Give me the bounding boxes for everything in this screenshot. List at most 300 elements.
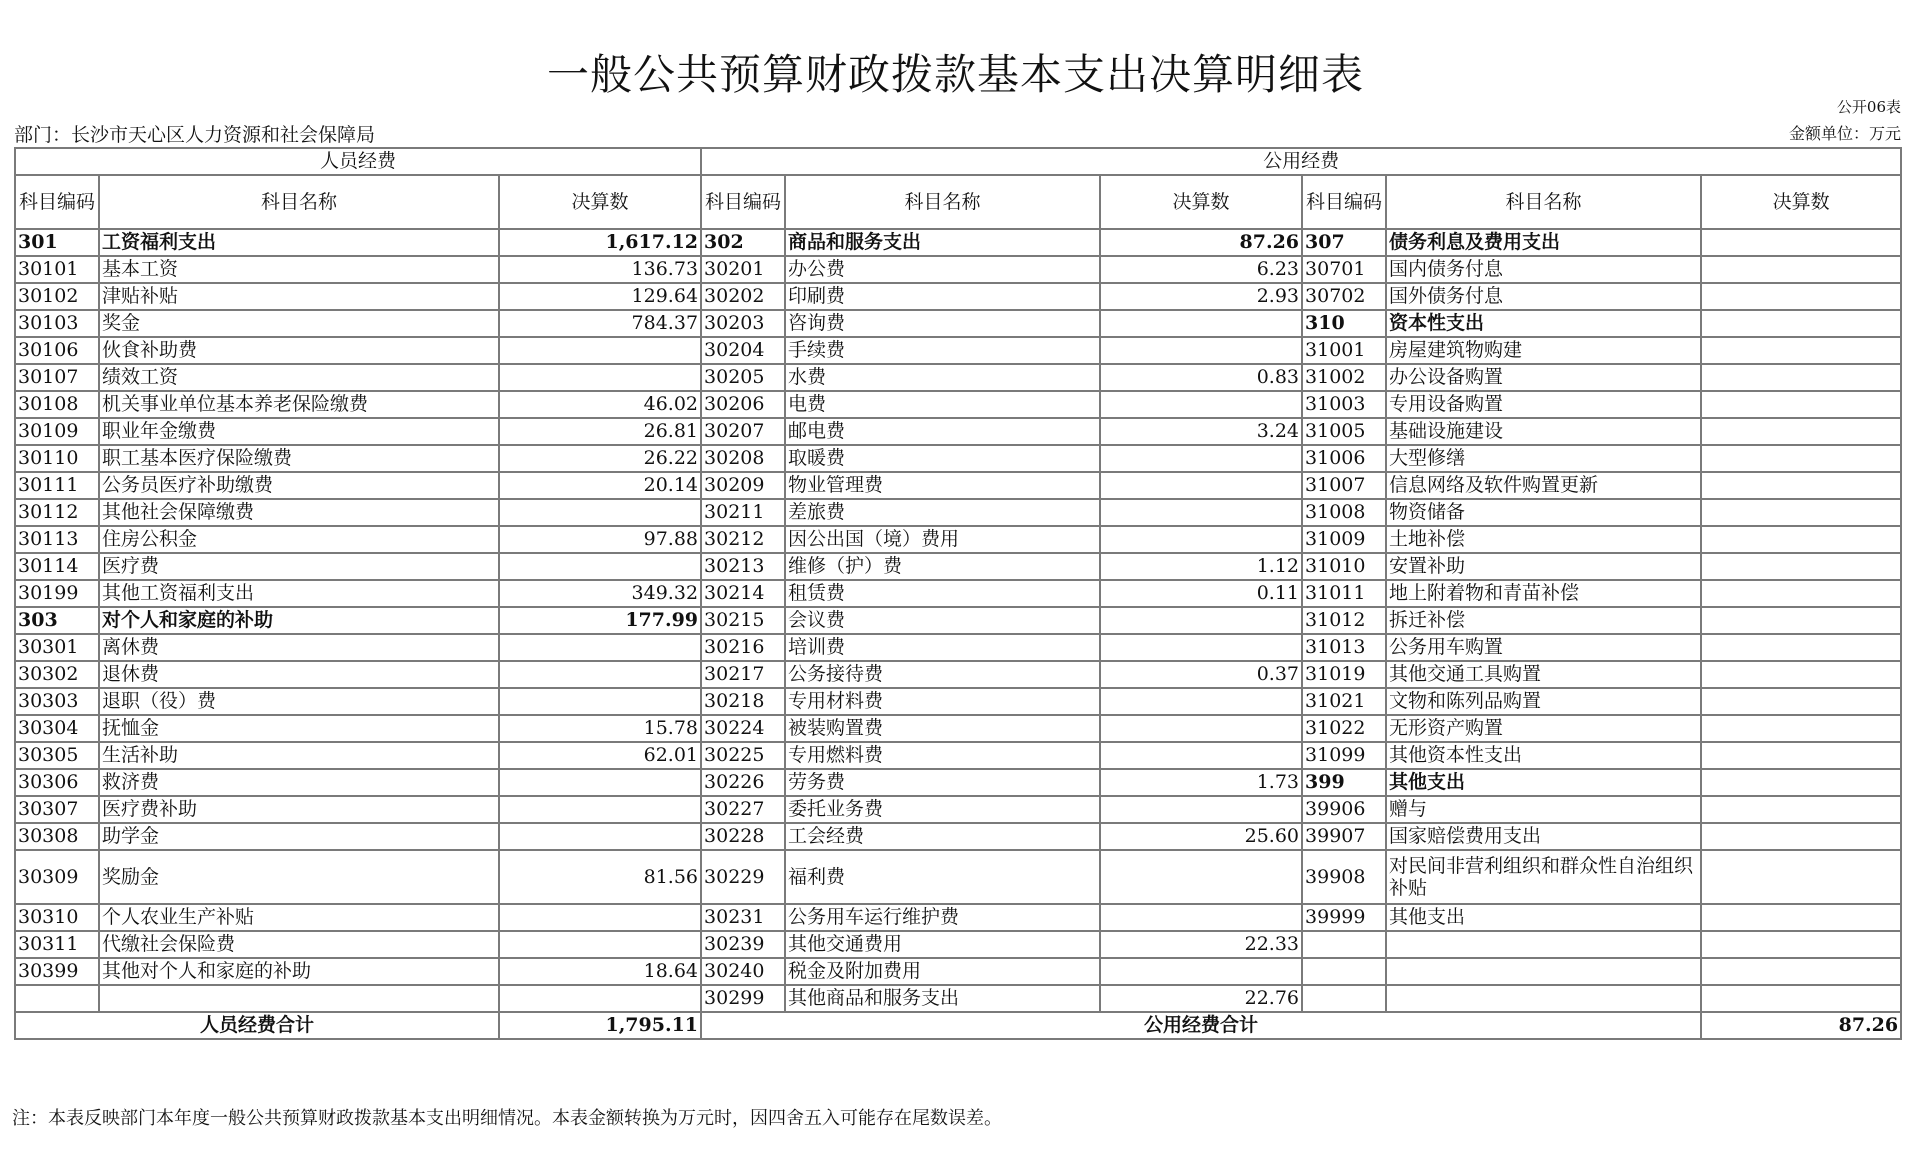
cell-code: 30214 [701, 580, 785, 607]
cell-amount: 22.33 [1100, 931, 1302, 958]
cell-name: 专用材料费 [785, 688, 1100, 715]
cell-name: 邮电费 [785, 418, 1100, 445]
cell-code: 30207 [701, 418, 785, 445]
col-header-code: 科目编码 [701, 175, 785, 229]
cell-amount [1701, 472, 1901, 499]
cell-amount [1100, 850, 1302, 904]
cell-amount [1701, 796, 1901, 823]
cell-name: 奖金 [99, 310, 499, 337]
cell-name [1386, 985, 1701, 1012]
cell-code: 30310 [15, 904, 99, 931]
cell-name: 离休费 [99, 634, 499, 661]
cell-amount [1701, 418, 1901, 445]
cell-name: 委托业务费 [785, 796, 1100, 823]
cell-name: 赠与 [1386, 796, 1701, 823]
cell-amount: 1.12 [1100, 553, 1302, 580]
cell-amount [1701, 499, 1901, 526]
table-row [15, 823, 1901, 850]
cell-name: 水费 [785, 364, 1100, 391]
cell-amount: 20.14 [499, 472, 701, 499]
cell-code: 30229 [701, 850, 785, 904]
cell-name: 维修（护）费 [785, 553, 1100, 580]
cell-amount [1100, 634, 1302, 661]
cell-amount: 0.37 [1100, 661, 1302, 688]
cell-code: 30301 [15, 634, 99, 661]
cell-amount: 26.81 [499, 418, 701, 445]
cell-code: 31022 [1302, 715, 1386, 742]
expenditure-table [14, 147, 1902, 1040]
table-row [15, 364, 1901, 391]
cell-code: 30399 [15, 958, 99, 985]
cell-name: 基础设施建设 [1386, 418, 1701, 445]
cell-name: 取暖费 [785, 445, 1100, 472]
cell-amount [1701, 715, 1901, 742]
cell-amount: 177.99 [499, 607, 701, 634]
cell-code: 30213 [701, 553, 785, 580]
cell-code: 30302 [15, 661, 99, 688]
cell-code: 30239 [701, 931, 785, 958]
table-row [15, 580, 1901, 607]
cell-amount [499, 553, 701, 580]
cell-code: 30203 [701, 310, 785, 337]
col-header-amount: 决算数 [1701, 175, 1901, 229]
cell-code: 30225 [701, 742, 785, 769]
cell-name: 其他对个人和家庭的补助 [99, 958, 499, 985]
cell-code: 303 [15, 607, 99, 634]
amount-unit-label: 金额单位：万元 [1788, 124, 1901, 143]
cell-amount: 6.23 [1100, 256, 1302, 283]
cell-name: 津贴补贴 [99, 283, 499, 310]
table-row [15, 553, 1901, 580]
cell-code: 30206 [701, 391, 785, 418]
table-row [15, 742, 1901, 769]
public-total-value: 87.26 [1701, 1012, 1901, 1039]
cell-code: 30305 [15, 742, 99, 769]
cell-code: 30224 [701, 715, 785, 742]
cell-name: 机关事业单位基本养老保险缴费 [99, 391, 499, 418]
cell-code: 30217 [701, 661, 785, 688]
cell-code: 31001 [1302, 337, 1386, 364]
cell-amount [1701, 283, 1901, 310]
cell-code: 30299 [701, 985, 785, 1012]
cell-amount [1100, 607, 1302, 634]
totals-row [15, 1012, 1901, 1039]
cell-amount [1701, 391, 1901, 418]
cell-name: 其他交通费用 [785, 931, 1100, 958]
cell-code: 30216 [701, 634, 785, 661]
cell-code: 30308 [15, 823, 99, 850]
cell-amount: 1.73 [1100, 769, 1302, 796]
col-header-name: 科目名称 [785, 175, 1100, 229]
cell-amount [1100, 958, 1302, 985]
table-row [15, 472, 1901, 499]
footnote: 注：本表反映部门本年度一般公共预算财政拨款基本支出明细情况。本表金额转换为万元时，因四舍五入可能存在尾数误差。 [12, 1108, 1002, 1129]
cell-name: 其他交通工具购置 [1386, 661, 1701, 688]
table-row [15, 634, 1901, 661]
cell-amount [1701, 661, 1901, 688]
cell-amount [1701, 445, 1901, 472]
cell-code: 30701 [1302, 256, 1386, 283]
cell-name: 培训费 [785, 634, 1100, 661]
table-row [15, 445, 1901, 472]
cell-code: 30212 [701, 526, 785, 553]
cell-amount: 22.76 [1100, 985, 1302, 1012]
table-row [15, 499, 1901, 526]
cell-code: 31012 [1302, 607, 1386, 634]
cell-name [99, 985, 499, 1012]
cell-amount [1701, 688, 1901, 715]
cell-code: 30307 [15, 796, 99, 823]
cell-amount: 2.93 [1100, 283, 1302, 310]
cell-code: 30101 [15, 256, 99, 283]
col-header-name: 科目名称 [99, 175, 499, 229]
cell-code: 307 [1302, 229, 1386, 256]
cell-amount [1100, 526, 1302, 553]
cell-amount: 81.56 [499, 850, 701, 904]
cell-name: 劳务费 [785, 769, 1100, 796]
cell-name: 安置补助 [1386, 553, 1701, 580]
cell-name: 其他工资福利支出 [99, 580, 499, 607]
table-row [15, 850, 1901, 904]
cell-amount [1100, 715, 1302, 742]
cell-code: 310 [1302, 310, 1386, 337]
cell-name: 房屋建筑物购建 [1386, 337, 1701, 364]
cell-name: 其他支出 [1386, 904, 1701, 931]
cell-amount: 18.64 [499, 958, 701, 985]
department-label: 部门：长沙市天心区人力资源和社会保障局 [14, 124, 376, 146]
cell-amount [1701, 310, 1901, 337]
cell-amount [499, 823, 701, 850]
cell-amount [1701, 337, 1901, 364]
cell-name: 住房公积金 [99, 526, 499, 553]
cell-amount [499, 769, 701, 796]
cell-code: 30204 [701, 337, 785, 364]
cell-amount: 0.83 [1100, 364, 1302, 391]
cell-name: 医疗费补助 [99, 796, 499, 823]
cell-amount: 26.22 [499, 445, 701, 472]
cell-code: 30202 [701, 283, 785, 310]
group-personnel: 人员经费 [15, 148, 701, 175]
cell-code: 31019 [1302, 661, 1386, 688]
cell-name: 税金及附加费用 [785, 958, 1100, 985]
cell-name: 其他资本性支出 [1386, 742, 1701, 769]
cell-code: 39908 [1302, 850, 1386, 904]
page-title: 一般公共预算财政拨款基本支出决算明细表 [546, 50, 1364, 99]
cell-code: 30227 [701, 796, 785, 823]
cell-name: 咨询费 [785, 310, 1100, 337]
cell-amount [1701, 850, 1901, 904]
cell-amount [1100, 904, 1302, 931]
cell-code: 30201 [701, 256, 785, 283]
cell-amount [1100, 337, 1302, 364]
cell-amount: 0.11 [1100, 580, 1302, 607]
cell-name: 差旅费 [785, 499, 1100, 526]
cell-amount [1701, 580, 1901, 607]
table-row [15, 418, 1901, 445]
cell-name: 土地补偿 [1386, 526, 1701, 553]
cell-code: 30306 [15, 769, 99, 796]
cell-code: 39999 [1302, 904, 1386, 931]
cell-name: 其他支出 [1386, 769, 1701, 796]
cell-amount: 25.60 [1100, 823, 1302, 850]
cell-amount [499, 904, 701, 931]
cell-name: 专用燃料费 [785, 742, 1100, 769]
cell-name: 基本工资 [99, 256, 499, 283]
cell-name: 拆迁补偿 [1386, 607, 1701, 634]
cell-amount: 129.64 [499, 283, 701, 310]
cell-name: 国家赔偿费用支出 [1386, 823, 1701, 850]
cell-name: 福利费 [785, 850, 1100, 904]
table-row [15, 607, 1901, 634]
cell-name: 绩效工资 [99, 364, 499, 391]
cell-amount: 3.24 [1100, 418, 1302, 445]
cell-amount [499, 634, 701, 661]
cell-name: 物业管理费 [785, 472, 1100, 499]
cell-amount [499, 364, 701, 391]
cell-code: 31003 [1302, 391, 1386, 418]
cell-amount [1100, 310, 1302, 337]
table-row [15, 985, 1901, 1012]
cell-code: 30103 [15, 310, 99, 337]
table-row [15, 526, 1901, 553]
cell-code: 39906 [1302, 796, 1386, 823]
cell-amount [1100, 499, 1302, 526]
cell-code: 30102 [15, 283, 99, 310]
cell-code: 30199 [15, 580, 99, 607]
cell-code: 30240 [701, 958, 785, 985]
cell-name: 助学金 [99, 823, 499, 850]
cell-name: 债务利息及费用支出 [1386, 229, 1701, 256]
cell-code: 30112 [15, 499, 99, 526]
col-header-code: 科目编码 [15, 175, 99, 229]
cell-amount: 349.32 [499, 580, 701, 607]
table-row [15, 256, 1901, 283]
cell-name: 公务用车购置 [1386, 634, 1701, 661]
cell-name: 信息网络及软件购置更新 [1386, 472, 1701, 499]
cell-amount: 87.26 [1100, 229, 1302, 256]
cell-code: 31009 [1302, 526, 1386, 553]
cell-code: 30215 [701, 607, 785, 634]
cell-code [1302, 985, 1386, 1012]
cell-code: 30311 [15, 931, 99, 958]
cell-code: 30108 [15, 391, 99, 418]
cell-name: 奖励金 [99, 850, 499, 904]
cell-code: 31002 [1302, 364, 1386, 391]
cell-name: 资本性支出 [1386, 310, 1701, 337]
cell-name: 办公设备购置 [1386, 364, 1701, 391]
cell-name: 文物和陈列品购置 [1386, 688, 1701, 715]
cell-name: 会议费 [785, 607, 1100, 634]
table-row [15, 391, 1901, 418]
cell-amount [499, 499, 701, 526]
cell-name: 个人农业生产补贴 [99, 904, 499, 931]
cell-code: 30109 [15, 418, 99, 445]
cell-amount: 784.37 [499, 310, 701, 337]
cell-code: 30231 [701, 904, 785, 931]
cell-code: 30205 [701, 364, 785, 391]
cell-name: 工资福利支出 [99, 229, 499, 256]
cell-code: 31007 [1302, 472, 1386, 499]
cell-name: 职工基本医疗保险缴费 [99, 445, 499, 472]
cell-name: 商品和服务支出 [785, 229, 1100, 256]
cell-amount: 46.02 [499, 391, 701, 418]
cell-name: 其他商品和服务支出 [785, 985, 1100, 1012]
cell-code: 30228 [701, 823, 785, 850]
cell-amount: 15.78 [499, 715, 701, 742]
table-row [15, 229, 1901, 256]
cell-code: 31010 [1302, 553, 1386, 580]
group-header-row [15, 148, 1901, 175]
cell-name: 办公费 [785, 256, 1100, 283]
table-row [15, 661, 1901, 688]
col-header-name: 科目名称 [1386, 175, 1701, 229]
cell-code: 30113 [15, 526, 99, 553]
cell-name: 大型修缮 [1386, 445, 1701, 472]
cell-code: 31013 [1302, 634, 1386, 661]
cell-amount [1701, 985, 1901, 1012]
cell-amount [1701, 823, 1901, 850]
cell-name: 因公出国（境）费用 [785, 526, 1100, 553]
cell-name: 无形资产购置 [1386, 715, 1701, 742]
cell-name: 公务员医疗补助缴费 [99, 472, 499, 499]
cell-name [1386, 931, 1701, 958]
cell-name: 其他社会保障缴费 [99, 499, 499, 526]
table-row [15, 769, 1901, 796]
cell-amount [1100, 445, 1302, 472]
cell-code [15, 985, 99, 1012]
cell-amount [1701, 229, 1901, 256]
cell-code [1302, 958, 1386, 985]
table-row [15, 283, 1901, 310]
cell-name: 公务接待费 [785, 661, 1100, 688]
cell-amount [499, 688, 701, 715]
col-header-code: 科目编码 [1302, 175, 1386, 229]
cell-code: 31008 [1302, 499, 1386, 526]
cell-amount [1100, 472, 1302, 499]
cell-name: 生活补助 [99, 742, 499, 769]
cell-name: 退职（役）费 [99, 688, 499, 715]
table-row [15, 310, 1901, 337]
cell-code: 30106 [15, 337, 99, 364]
cell-amount [1701, 958, 1901, 985]
cell-amount [1100, 391, 1302, 418]
table-row [15, 796, 1901, 823]
cell-amount: 136.73 [499, 256, 701, 283]
cell-name: 伙食补助费 [99, 337, 499, 364]
group-public: 公用经费 [701, 148, 1901, 175]
table-row [15, 904, 1901, 931]
cell-code: 31099 [1302, 742, 1386, 769]
cell-amount [1701, 607, 1901, 634]
cell-name: 公务用车运行维护费 [785, 904, 1100, 931]
cell-code: 30110 [15, 445, 99, 472]
cell-name: 国内债务付息 [1386, 256, 1701, 283]
cell-code: 31021 [1302, 688, 1386, 715]
cell-code: 30304 [15, 715, 99, 742]
cell-name: 退休费 [99, 661, 499, 688]
cell-name: 被装购置费 [785, 715, 1100, 742]
cell-code: 31006 [1302, 445, 1386, 472]
cell-name: 救济费 [99, 769, 499, 796]
cell-amount [1701, 526, 1901, 553]
table-row [15, 715, 1901, 742]
cell-name: 国外债务付息 [1386, 283, 1701, 310]
cell-name: 工会经费 [785, 823, 1100, 850]
cell-name: 专用设备购置 [1386, 391, 1701, 418]
cell-amount [1701, 769, 1901, 796]
cell-amount [1701, 742, 1901, 769]
cell-amount [499, 985, 701, 1012]
cell-name: 代缴社会保险费 [99, 931, 499, 958]
cell-name: 对个人和家庭的补助 [99, 607, 499, 634]
cell-amount [1701, 364, 1901, 391]
cell-amount: 62.01 [499, 742, 701, 769]
cell-name: 手续费 [785, 337, 1100, 364]
cell-name: 印刷费 [785, 283, 1100, 310]
cell-amount [499, 931, 701, 958]
cell-code: 30107 [15, 364, 99, 391]
col-header-amount: 决算数 [499, 175, 701, 229]
cell-amount: 1,617.12 [499, 229, 701, 256]
personnel-total-label: 人员经费合计 [15, 1012, 499, 1039]
cell-code: 30303 [15, 688, 99, 715]
cell-name: 租赁费 [785, 580, 1100, 607]
cell-amount [1701, 904, 1901, 931]
cell-name: 职业年金缴费 [99, 418, 499, 445]
cell-name: 医疗费 [99, 553, 499, 580]
cell-amount [1100, 688, 1302, 715]
table-row [15, 688, 1901, 715]
column-header-row [15, 175, 1901, 229]
cell-amount [1701, 256, 1901, 283]
cell-code [1302, 931, 1386, 958]
cell-code: 31005 [1302, 418, 1386, 445]
cell-amount [499, 661, 701, 688]
cell-amount [1100, 742, 1302, 769]
table-row [15, 931, 1901, 958]
cell-code: 301 [15, 229, 99, 256]
table-number: 公开06表 [1836, 98, 1901, 116]
cell-amount [499, 337, 701, 364]
cell-code: 31011 [1302, 580, 1386, 607]
cell-name [1386, 958, 1701, 985]
cell-name: 地上附着物和青苗补偿 [1386, 580, 1701, 607]
cell-amount [1701, 634, 1901, 661]
cell-code: 30209 [701, 472, 785, 499]
cell-code: 302 [701, 229, 785, 256]
cell-code: 30111 [15, 472, 99, 499]
cell-amount [1701, 553, 1901, 580]
table-row [15, 958, 1901, 985]
cell-name: 物资储备 [1386, 499, 1701, 526]
cell-code: 30309 [15, 850, 99, 904]
cell-code: 30226 [701, 769, 785, 796]
col-header-amount: 决算数 [1100, 175, 1302, 229]
cell-code: 30218 [701, 688, 785, 715]
cell-code: 39907 [1302, 823, 1386, 850]
cell-amount: 97.88 [499, 526, 701, 553]
personnel-total-value: 1,795.11 [499, 1012, 701, 1039]
cell-code: 399 [1302, 769, 1386, 796]
cell-amount [1701, 931, 1901, 958]
cell-code: 30114 [15, 553, 99, 580]
public-total-label: 公用经费合计 [701, 1012, 1701, 1039]
cell-code: 30208 [701, 445, 785, 472]
cell-code: 30211 [701, 499, 785, 526]
table-row [15, 337, 1901, 364]
cell-amount [1100, 796, 1302, 823]
cell-name: 抚恤金 [99, 715, 499, 742]
